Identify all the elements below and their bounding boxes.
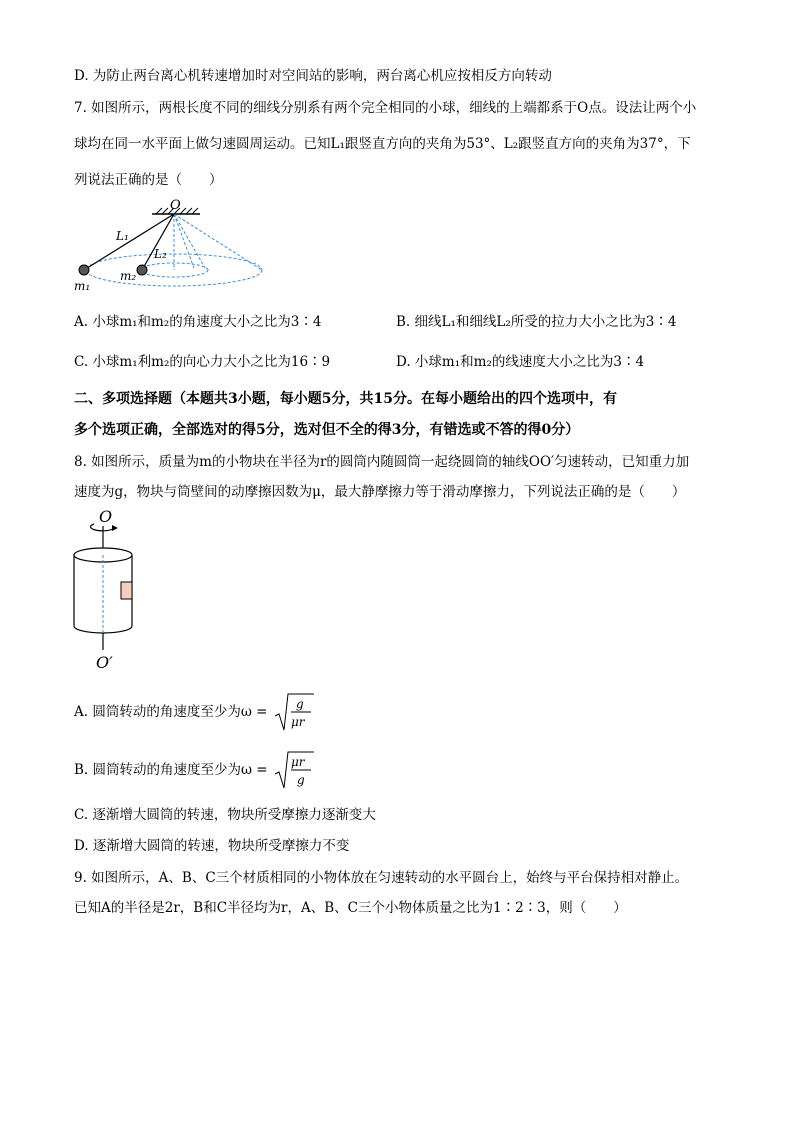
q7-label-O: O: [170, 198, 181, 213]
q7-stem-line1: 7. 如图所示，两根长度不同的细线分别系有两个完全相同的小球，细线的上端都系于O点。设法让两个小: [74, 100, 697, 116]
arrowhead-icon: [112, 525, 118, 531]
q8-b-numerator: μr: [290, 755, 305, 769]
q9-stem-line1: 9. 如图所示，A、B、C三个材质相同的小物体放在匀速转动的水平圆台上，始终与平台保持相对静止。: [74, 870, 689, 886]
q8-option-b-text: B. 圆筒转动的角速度至少为ω =: [74, 762, 268, 778]
q8-stem-line1: 8. 如图所示，质量为m的小物块在半径为r的圆筒内随圆筒一起绕圆筒的轴线OO′匀速转动，已知重力加: [74, 454, 690, 470]
section2-heading-line1: 二、多项选择题（本题共3小题，每小题5分，共15分。在每小题给出的四个选项中，有: [74, 391, 617, 407]
q8-label-O-prime: O′: [96, 653, 113, 672]
q8-a-numerator: g: [295, 697, 304, 711]
q8-option-d: D. 逐渐增大圆筒的转速，物块所受摩擦力不变: [74, 838, 350, 854]
small-block: [121, 582, 132, 599]
q7-stem-line2: 球均在同一水平面上做匀速圆周运动。已知L₁跟竖直方向的夹角为53°、L₂跟竖直方向的夹角为37°，下: [74, 136, 691, 152]
q8-label-O: O: [99, 508, 113, 526]
q7-stem-line3: 列说法正确的是（ ）: [74, 172, 223, 188]
q8-cylinder-figure: [66, 508, 146, 674]
ball-m2: [137, 265, 147, 275]
q8-option-b: [74, 750, 314, 790]
q7-label-m2: m₂: [120, 269, 137, 283]
q7-label-L2: L₂: [154, 247, 167, 261]
q6-option-d: D. 为防止两台离心机转速增加时对空间站的影响，两台离心机应按相反方向转动: [74, 68, 552, 84]
section2-heading-line2: 多个选项正确，全部选对的得5分，选对但不全的得3分，有错选或不答的得0分）: [74, 422, 580, 438]
q8-option-a: [74, 692, 314, 732]
q7-label-m1: m₁: [74, 279, 91, 293]
q8-option-a-text: A. 圆筒转动的角速度至少为ω =: [74, 704, 268, 720]
q7-option-d: D. 小球m₁和m₂的线速度大小之比为3∶4: [396, 354, 645, 370]
ball-m1: [79, 265, 89, 275]
string-L1: [84, 214, 174, 270]
cone2-edge: [174, 214, 205, 268]
q8-option-c: C. 逐渐增大圆筒的转速，物块所受摩擦力逐渐变大: [74, 807, 376, 823]
cone2-edge-b: [174, 214, 194, 268]
q8-stem-line2: 速度为g，物块与筒壁间的动摩擦因数为μ，最大静摩擦力等于滑动摩擦力，下列说法正确的是（ ）: [74, 484, 686, 500]
q7-option-c: C. 小球m₁利m₂的向心力大小之比为16∶9: [74, 354, 331, 370]
q7-option-b: B. 细线L₁和细线L₂所受的拉力大小之比为3∶4: [396, 314, 677, 330]
q8-option-a-sqrt: [274, 692, 314, 732]
q7-label-L1: L₁: [116, 229, 129, 243]
q7-conical-pendulum-figure: [70, 198, 270, 298]
string-L2: [142, 214, 174, 270]
q8-b-denominator: g: [296, 773, 305, 787]
q8-a-denominator: μr: [290, 715, 305, 729]
q8-option-b-sqrt: [274, 750, 314, 790]
q9-stem-line2: 已知A的半径是2r，B和C半径均为r，A、B、C三个小物体质量之比为1∶2∶3，则（ ）: [74, 900, 627, 916]
q7-option-a: A. 小球m₁和m₂的角速度大小之比为3∶4: [74, 314, 322, 330]
